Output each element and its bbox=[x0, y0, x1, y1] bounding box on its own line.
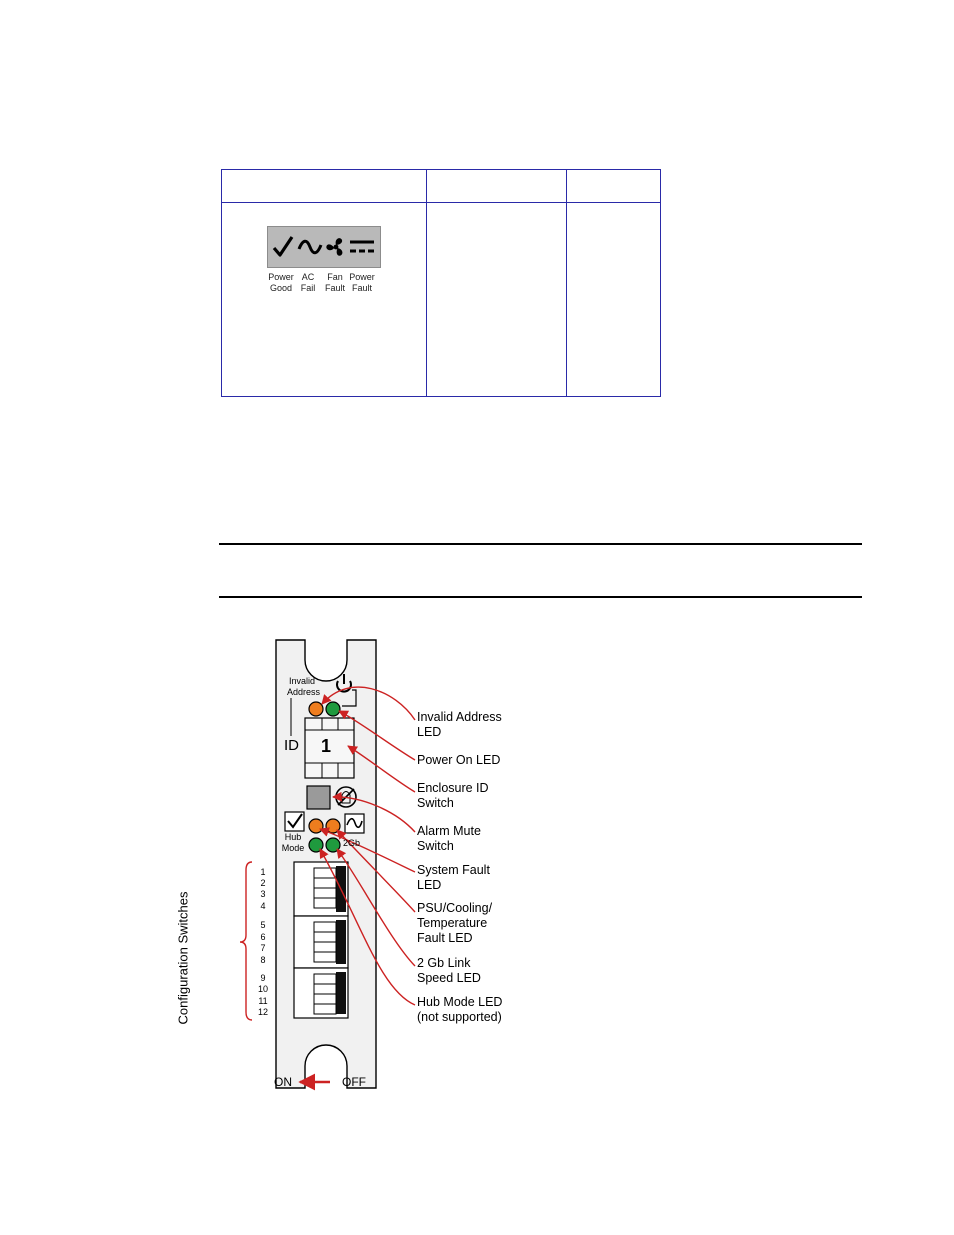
callout-line: 2 Gb Link bbox=[417, 956, 471, 970]
callout-power-on-led bbox=[417, 753, 500, 768]
hub-mode-panel-label bbox=[279, 832, 307, 854]
led-label-line: Fail bbox=[300, 283, 316, 293]
switch-number: 3 bbox=[260, 889, 266, 899]
switch-number: 8 bbox=[260, 955, 266, 965]
power-on-led bbox=[326, 702, 340, 716]
callout-line: Temperature bbox=[417, 916, 488, 930]
callout-line: Hub Mode LED bbox=[417, 995, 503, 1009]
ac-wave-box-icon bbox=[345, 814, 364, 833]
check-box-icon bbox=[285, 812, 304, 831]
system-fault-led bbox=[309, 819, 323, 833]
off-label: OFF bbox=[342, 1075, 366, 1089]
callout-line: Switch bbox=[417, 839, 454, 853]
led-label-line: Good bbox=[269, 283, 293, 293]
alarm-mute-switch[interactable] bbox=[307, 786, 330, 809]
callout-hub-mode-led bbox=[417, 995, 502, 1025]
callout-line: LED bbox=[417, 878, 442, 892]
callout-link-speed-led bbox=[417, 956, 481, 986]
config-switch-block-2[interactable] bbox=[294, 916, 348, 968]
switch-number: 10 bbox=[257, 984, 268, 994]
id-panel-label: ID bbox=[284, 737, 299, 754]
callout-line: (not supported) bbox=[417, 1010, 502, 1024]
callout-line: PSU/Cooling/ bbox=[417, 901, 493, 915]
callout-line: Alarm Mute bbox=[417, 824, 481, 838]
led-label-line: Fan bbox=[327, 272, 343, 282]
config-switches-brace bbox=[240, 862, 252, 1020]
led-label-line: Fault bbox=[324, 283, 345, 293]
panel-label-line: Invalid bbox=[288, 676, 315, 686]
enclosure-id-value: 1 bbox=[321, 736, 332, 756]
switch-number: 5 bbox=[260, 920, 266, 930]
callout-line: Enclosure ID bbox=[417, 781, 489, 795]
config-switch-block-1[interactable] bbox=[294, 862, 348, 916]
led-label-line: Fault bbox=[351, 283, 372, 293]
switch-number: 7 bbox=[260, 943, 266, 953]
switch-number: 9 bbox=[260, 973, 266, 983]
callout-enclosure-id-switch bbox=[417, 781, 489, 811]
switch-number: 4 bbox=[260, 901, 266, 911]
panel-label-line: Address bbox=[287, 687, 321, 697]
switch-number: 12 bbox=[257, 1007, 268, 1017]
led-label-line: Power bbox=[268, 272, 294, 282]
panel-label-line: Hub bbox=[284, 832, 302, 842]
callout-line: Invalid Address bbox=[417, 710, 502, 724]
panel-label-line: Mode bbox=[281, 843, 305, 853]
config-switches-title: Configuration Switches bbox=[175, 891, 191, 1025]
callout-line: Switch bbox=[417, 796, 454, 810]
callout-system-fault-led bbox=[417, 863, 490, 893]
speed-panel-label: 2Gb bbox=[343, 838, 361, 848]
callout-line: Power On LED bbox=[417, 753, 501, 767]
invalid-address-panel-label bbox=[287, 676, 321, 698]
callout-line: LED bbox=[417, 725, 442, 739]
switch-number: 11 bbox=[258, 996, 268, 1006]
callout-line: Speed LED bbox=[417, 971, 481, 985]
callout-line: System Fault bbox=[417, 863, 490, 877]
callout-line: Fault LED bbox=[417, 931, 473, 945]
callout-psu-cooling-temperature-fault-led bbox=[417, 901, 492, 946]
led-label-line: AC bbox=[301, 272, 315, 282]
switch-number: 1 bbox=[260, 867, 266, 877]
config-switch-block-3[interactable] bbox=[294, 968, 348, 1018]
invalid-address-led bbox=[309, 702, 323, 716]
switch-number: 6 bbox=[260, 932, 266, 942]
callout-invalid-address-led bbox=[417, 710, 502, 740]
switch-number: 2 bbox=[260, 878, 266, 888]
on-label: ON bbox=[274, 1075, 292, 1089]
led-label-line: Power bbox=[349, 272, 375, 282]
callout-alarm-mute-switch bbox=[417, 824, 481, 854]
